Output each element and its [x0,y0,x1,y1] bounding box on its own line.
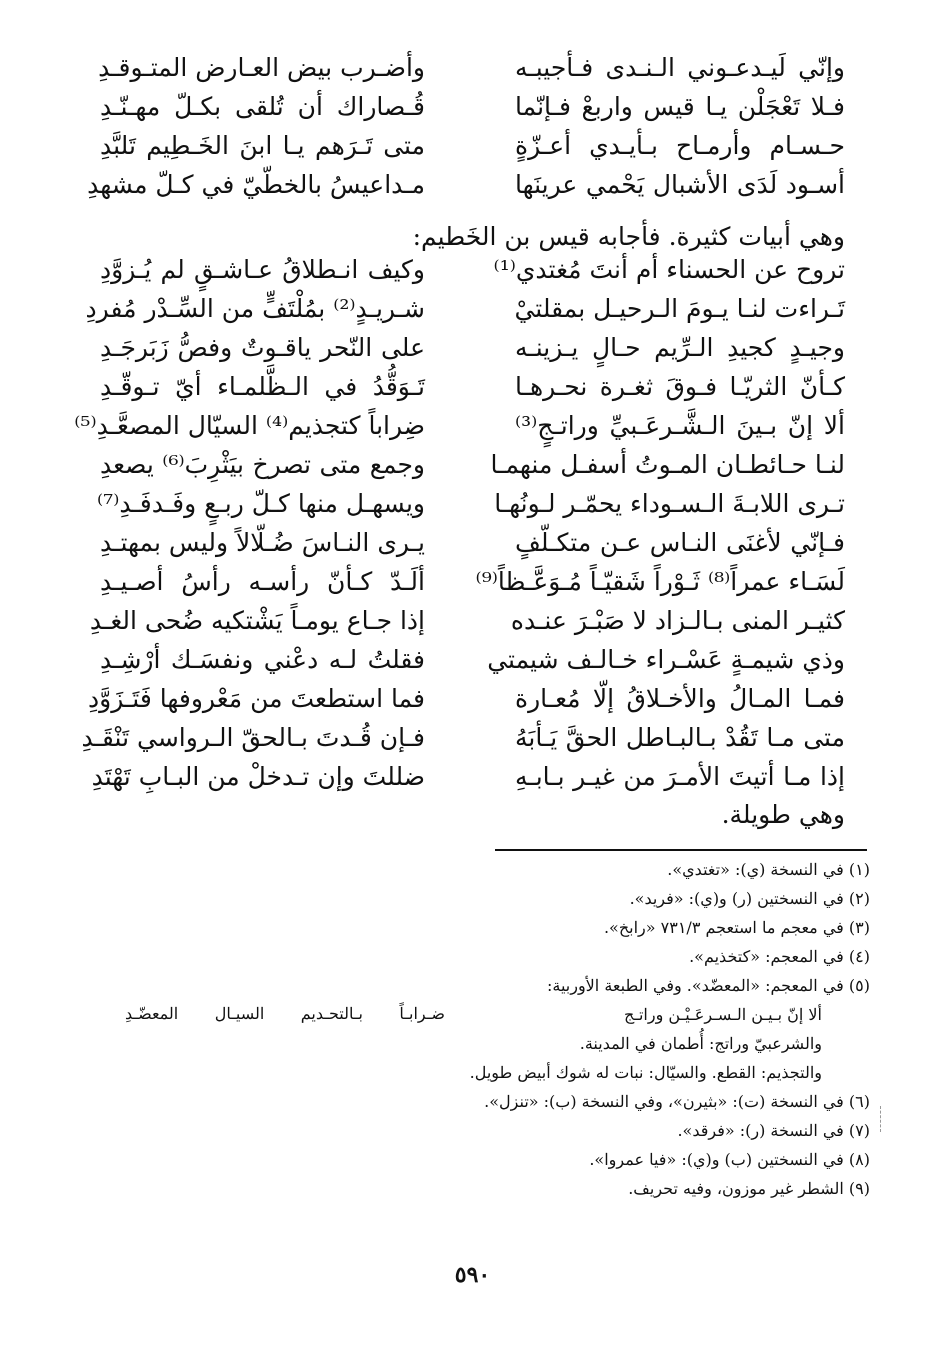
verse-first-hemistich: تَـراءت لنـا يـومَ الـرحيـل بمقلتيْ [514,294,845,323]
footnote-3: (٣) في معجم ما استعجم ٧٣١/٣ «رابخ». [603,918,870,937]
footnote-1: (١) في النسخة (ي): «تغتدي». [667,860,870,879]
verse-second-hemistich: فما استطعتَ من مَعْروفها فَتَـزَوَّدِ [87,684,425,713]
verse-second-hemistich: ألَـدّ كـأنّ رأسـه رأسُ أصـيـدِ [100,567,425,596]
verses-top [87,48,845,204]
verse-line [100,445,845,484]
verse-first-hemistich: كثيـر المنى بـالـزاد لا صَبْـرَ عنـده [510,606,845,635]
verse-second-hemistich: وكيف انـطلاقُ عـاشـقٍ لم يُـزوَّدِ [100,255,425,284]
footnote-4: (٤) في المعجم: «كتخذيم». [689,947,870,966]
verse-first-hemistich: فمـا المـالُ والأخـلاقُ إلّا مُعـارة [515,684,845,713]
footnote-5-verse-right: ألا إنّ بـيـن الـسـرعَـيْـن وراتـج [623,1005,822,1024]
footnotes [60,855,870,1203]
verse-first-hemistich: وإنّي لَيـدعـوني الـنـدى فـأجيبـه [515,53,845,82]
footnote-5-verse-left: ضـرابـاً بـالتحـديم السيـال المعضّـدِ [125,1004,445,1023]
verse-line [85,289,845,328]
footnote-5-line-3: والتجذيم: القطع. والسيّال: نبات له شوك أبيض طويل. [469,1063,822,1082]
verse-second-hemistich: وأضـرب بيض العـارض المتـوقـدِ [98,53,425,82]
footnote-6: (٦) في النسخة (ت): «بثيرن»، وفي النسخة (ب): «تنزل». [484,1092,870,1111]
verse-line [74,406,845,445]
verse-line [100,48,845,87]
verse-line [87,679,845,718]
verse-line [100,87,845,126]
verse-first-hemistich: كـأنّ الثريّـا فـوقَ ثغـرة نحـرهـا [515,372,845,401]
verse-first-hemistich: أسـود لَدَى الأشبال يَحْمي عرينَها [515,170,845,199]
verse-first-hemistich: لَسَـاء عمراً⁽⁸⁾ ثَـوْراً شَقيّـاً مُـوَعَّـظاً⁽⁹⁾ [475,567,845,596]
verse-line [100,328,845,367]
footnote-5: (٥) في المعجم: «المعضّد». وفي الطبعة الأوربية: [546,976,870,995]
verse-second-hemistich: ضللتَ وإن تـدخلْ من البـابِ تَهْتَدِ [91,762,425,791]
footnote-9: (٩) الشطر غير موزون، وفيه تحريف. [628,1179,870,1198]
verse-line [81,718,845,757]
verse-first-hemistich: متى مـا تَقُدْ بـالبـاطل الحقَّ يَـأبَهُ [515,723,845,752]
verse-second-hemistich: متى تَـرَهم يـا ابنَ الخَـطِيم تَلبَّدِ [100,131,425,160]
verse-line [100,367,845,406]
verse-first-hemistich: لنـا حـائطـان المـوتُ أسفـل منهمـا [490,450,845,479]
footnote-5-line-2: والشرعبيّ وراتج: أُطمان في المدينة. [579,1034,822,1053]
verse-first-hemistich: إذا مـا أتيتَ الأمـرَ من غيـر بـابـهِ [515,762,845,791]
footnote-2: (٢) في النسختين (ر) و(ي): «فريد». [629,889,870,908]
verse-line [100,250,845,289]
verse-first-hemistich: فـلا تَعْجَلْن يـا قيس واربعْ فـإنّما [515,92,845,121]
verse-second-hemistich: ضِراباً كتجذيم⁽⁴⁾ السيّال المصعَّـدِ⁽⁵⁾ [74,411,425,440]
page-number: ٥٩٠ [454,1262,491,1288]
verse-line [97,484,845,523]
verse-second-hemistich: فـإن قُـدتَ بـالحقّ الـرواسي تَنْقَـدِ [81,723,425,752]
verse-first-hemistich: فـإنّي لأغنَى النـاس عـن متكـلّفٍ [515,528,845,557]
verse-second-hemistich: إذا جـاع يومـاً يَشْتكيه ضُحى الغـدِ [89,606,425,635]
verse-line [100,562,845,601]
margin-mark [880,1106,881,1132]
verse-first-hemistich: وذي شيمـةٍ عَسْـراء خـالـف شيمتي [487,645,845,674]
verse-second-hemistich: يـرى النـاسَ ضُـلّالاً وليس بمهتـدِ [100,528,425,557]
verse-line [89,601,845,640]
verse-line [100,126,845,165]
verse-second-hemistich: مـداعيسُ بالخطّيّ في كـلّ مشهدِ [87,170,425,199]
verse-first-hemistich: تروح عن الحسناء أم أنتَ مُغتدي⁽¹⁾ [493,255,845,284]
footnote-7: (٧) في النسخة (ر): «فرقد». [677,1121,870,1140]
verse-line [87,165,845,204]
prose-end: وهي طويلة. [721,800,845,829]
verse-line [100,523,845,562]
verse-first-hemistich: وجيـدٍ كجيدِ الـرِّيم حـالٍ يـزينـه [515,333,845,362]
verse-second-hemistich: فقلتُ لـه دعْني ونفسَـك أرْشِـدِ [100,645,425,674]
verse-first-hemistich: تـرى اللابـةَ الـسـوداء يحمّـر لـونُهـا [494,489,845,518]
verses-main [74,250,845,796]
verse-second-hemistich: وجمع متى تصرخ بيَثْرِبَ⁽⁶⁾ يصعدِ [100,450,425,479]
verse-second-hemistich: على النّحر ياقـوتٌ وفصُّ زَبَرجَـدِ [100,333,425,362]
verse-second-hemistich: ويسهـل منها كـلّ ربـعٍ وفَـدفَـدِ⁽⁷⁾ [97,489,425,518]
footnote-separator [495,849,867,851]
verse-line [100,640,845,679]
verse-second-hemistich: شـريـدٍ⁽²⁾ بمُلْتَفٍّ من السِّـدْر مُفردِ [85,294,425,323]
verse-second-hemistich: قُـصاراك أن تُلقى بكـلّ مهـنّـدِ [100,92,425,121]
verse-line [91,757,845,796]
prose-intro: وهي أبيات كثيرة. فأجابه قيس بن الخَطيم: [412,222,845,251]
footnote-8: (٨) في النسختين (ب) و(ي): «فيا عمروا». [589,1150,870,1169]
verse-first-hemistich: حـسـام وأرمـاح بـأيـدي أعـزّةٍ [515,131,845,160]
verse-first-hemistich: ألا إنّ بـينَ الـشَّـرعَـبيِّ وراتـجٍ⁽³⁾ [515,411,845,440]
verse-second-hemistich: تَـوَقُّدُ في الـظَّلمـاء أيّ تـوقّـدِ [100,372,425,401]
